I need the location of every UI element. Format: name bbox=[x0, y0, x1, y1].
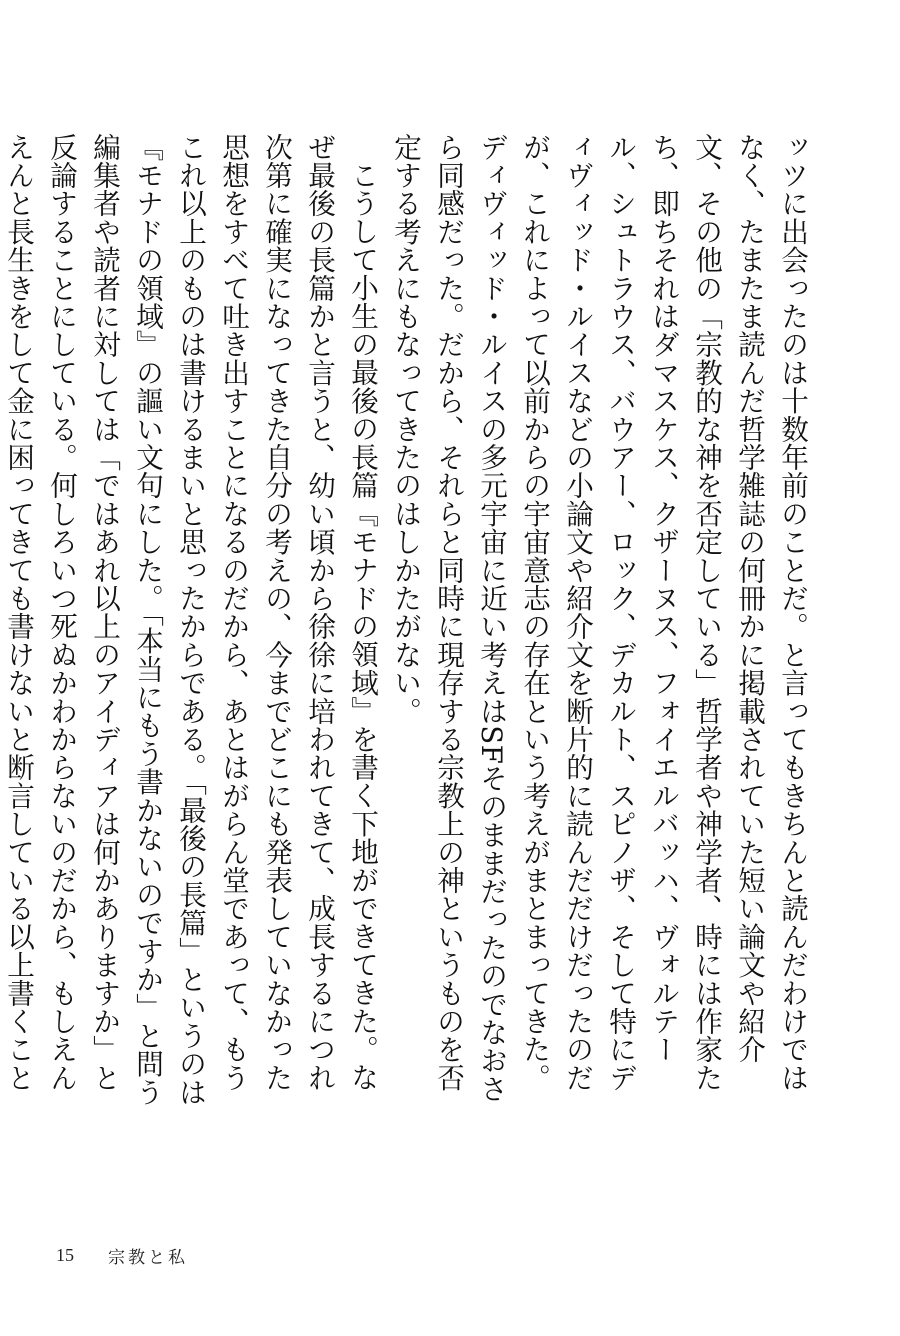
page-footer bbox=[56, 1240, 188, 1270]
vertical-body-text bbox=[2, 133, 814, 1113]
paragraph-continued: ッツに出会ったのは十数年前のことだ。と言ってもきちんと読んだわけではなく、たまたま読んだ哲学雑誌の何冊かに掲載されていた短い論文や紹介文、その他の「宗教的な神を否定している」哲学者や神学者、時には作家たち、即ちそれはダマスケス、クザーヌス、フォイエルバッハ、ヴォルテール、シュトラウス、バウアー、ロック、デカルト、スピノザ、そして特にディヴィッド・ルイスなどの小論文や紹介文を断片的に読んだだけだったのだが、これによって以前からの宇宙意志の存在という考えがまとまってきた。ディヴィッド・ルイスの多元宇宙に近い考えはSFそのままだったのでなおさら同感だった。だから、それらと同時に現存する宗教上の神というものを否定する考えにもなってきたのはしかたがない。 bbox=[389, 133, 809, 1103]
paragraph-final-novel: こうして小生の最後の長篇『モナドの領域』を書く下地ができてきた。なぜ最後の長篇かと言うと、幼い頃から徐徐に培われてきて、成長するにつれ次第に確実になってきた自分の考えの、今までどこにも発表していなかった思想をすべて吐き出すことになるのだから、あとはがらん堂であって、もうこれ以上のものは書けるまいと思ったからである。「最後の長篇」というのは『モナドの領域』の謳い文句にした。「本当にもう書かないのですか」と問う編集者や読者に対しては「ではあれ以上のアイディアは何かありますか」と反論することにしている。何しろいつ死ぬかわからないのだから、もしえんえんと長生きをして金に困ってきても書けないと断言している以上書くこと bbox=[2, 133, 379, 1107]
running-title: 宗教と私 bbox=[108, 1247, 188, 1268]
page-number: 15 bbox=[56, 1244, 74, 1265]
